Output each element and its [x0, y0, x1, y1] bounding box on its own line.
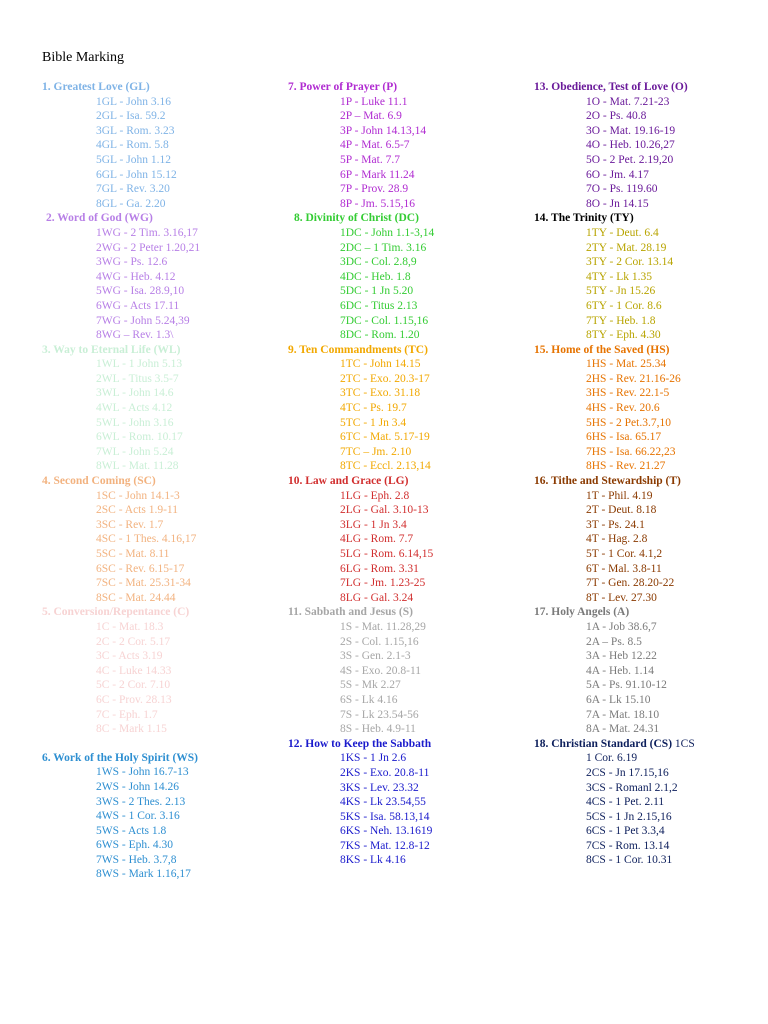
topic-heading-text: 17. Holy Angels (A): [534, 606, 630, 619]
verse-reference: 2HS - Rev. 21.16-26: [586, 372, 681, 385]
verse-reference: 8P - Jm. 5.15,16: [340, 197, 415, 210]
verse-reference: 5TY - Jn 15.26: [586, 285, 656, 298]
verse-reference: 6CS - 1 Pet 3.3,4: [586, 825, 665, 838]
verse-reference: 2TC - Exo. 20.3-17: [340, 372, 430, 385]
verse-reference: 2CS - Jn 17.15,16: [586, 766, 669, 779]
verse-reference: 5C - 2 Cor. 7.10: [96, 679, 171, 692]
verse-reference: 7WS - Heb. 3.7,8: [96, 853, 177, 866]
verse-reference: 7SC - Mat. 25.31-34: [96, 577, 191, 590]
verse-reference: 3LG - 1 Jn 3.4: [340, 518, 407, 531]
topic-heading-text: 3. Way to Eternal Life (WL): [42, 343, 181, 356]
verse-reference: 7S - Lk 23.54-56: [340, 708, 419, 721]
verse-reference: 3WL - John 14.6: [96, 387, 174, 400]
topic-section: [288, 474, 434, 605]
verse-reference: 6P - Mark 11.24: [340, 168, 415, 181]
verse-reference: 7WG - John 5.24,39: [96, 314, 190, 327]
verse-reference: 7T - Gen. 28.20-22: [586, 577, 675, 590]
topic-section: [534, 211, 695, 342]
verse-reference: 2LG - Gal. 3.10-13: [340, 504, 429, 517]
verse-reference: 4TC - Ps. 19.7: [340, 402, 407, 415]
verse-reference: 6S - Lk 4.16: [340, 693, 398, 706]
topic-heading: [42, 211, 200, 226]
verse-reference: 7DC - Col. 1.15,16: [340, 314, 429, 327]
topic-section: [42, 751, 200, 882]
verse-reference: 8O - Jn 14.15: [586, 197, 649, 210]
topic-heading-text: 13. Obedience, Test of Love (O): [534, 81, 688, 93]
verse-reference: 1HS - Mat. 25.34: [586, 358, 667, 371]
verse-reference: 6C - Prov. 28.13: [96, 693, 172, 706]
verse-reference: 3SC - Rev. 1.7: [96, 518, 164, 531]
verse-reference: 8TY - Eph. 4.30: [586, 329, 661, 342]
verse-reference: 4WG - Heb. 4.12: [96, 270, 176, 283]
verse-reference: 3P - John 14.13,14: [340, 124, 427, 137]
verse-reference: 8DC - Rom. 1.20: [340, 329, 420, 342]
verse-reference: 1WG - 2 Tim. 3.16,17: [96, 226, 198, 239]
topic-section: [42, 80, 200, 211]
verse-reference: 1S - Mat. 11.28,29: [340, 620, 426, 633]
verse-reference: 6HS - Isa. 65.17: [586, 431, 662, 444]
verse-reference: 8A - Mat. 24.31: [586, 723, 660, 736]
topic-heading: [42, 605, 200, 620]
verse-reference: 1P - Luke 11.1: [340, 95, 408, 108]
verse-reference: 4C - Luke 14.33: [96, 664, 172, 677]
verse-reference: 1C - Mat. 18.3: [96, 620, 164, 633]
topic-heading-suffix: 1CS: [672, 737, 695, 750]
verse-reference: 6LG - Rom. 3.31: [340, 562, 419, 575]
topic-heading: [42, 474, 200, 489]
topic-section: [42, 605, 200, 736]
topic-heading: [534, 211, 695, 226]
topic-heading-text: 12. How to Keep the Sabbath: [288, 737, 432, 750]
verse-reference: 8WG – Rev. 1.3\: [96, 329, 174, 342]
verse-reference: 8C - Mark 1.15: [96, 723, 167, 736]
verse-reference: 1O - Mat. 7.21-23: [586, 95, 670, 108]
topic-heading-text: 8. Divinity of Christ (DC): [294, 212, 419, 225]
verse-reference: 8S - Heb. 4.9-11: [340, 723, 416, 736]
verse-reference: 4P - Mat. 6.5-7: [340, 139, 410, 152]
verse-reference: 2DC – 1 Tim. 3.16: [340, 241, 427, 254]
verse-reference: 7TC – Jm. 2.10: [340, 445, 412, 458]
verse-reference: 5DC - 1 Jn 5.20: [340, 285, 414, 298]
verse-reference: 6WL - Rom. 10.17: [96, 431, 183, 444]
topic-heading: [42, 343, 200, 358]
verse-reference: 4T - Hag. 2.8: [586, 533, 648, 546]
topic-section: [534, 605, 695, 736]
verse-reference: 2O - Ps. 40.8: [586, 110, 647, 123]
verse-reference: 6KS - Neh. 13.1619: [340, 825, 433, 838]
verse-reference: 7LG - Jm. 1.23-25: [340, 577, 426, 590]
verse-reference: 7GL - Rev. 3.20: [96, 183, 170, 196]
verse-reference: 6GL - John 15.12: [96, 168, 177, 181]
verse-reference: 2S - Col. 1.15,16: [340, 635, 419, 648]
verse-reference: 3GL - Rom. 3.23: [96, 124, 175, 137]
topic-heading: [288, 211, 434, 226]
topic-section: [534, 343, 695, 474]
topic-heading-text: 5. Conversion/Repentance (C): [42, 606, 190, 619]
verse-reference: 8TC - Eccl. 2.13,14: [340, 460, 431, 473]
verse-reference: 3T - Ps. 24.1: [586, 518, 645, 531]
topic-heading: [288, 80, 434, 95]
verse-reference: 3C - Acts 3.19: [96, 650, 163, 663]
verse-reference: 8LG - Gal. 3.24: [340, 591, 414, 604]
verse-reference: 5WG - Isa. 28.9,10: [96, 285, 185, 298]
verse-reference: 1T - Phil. 4.19: [586, 489, 653, 502]
verse-reference: 3S - Gen. 2.1-3: [340, 650, 411, 663]
verse-reference: 5HS - 2 Pet.3.7,10: [586, 416, 671, 429]
verse-reference: 7TY - Heb. 1.8: [586, 314, 656, 327]
verse-reference: 6T - Mal. 3.8-11: [586, 562, 662, 575]
verse-reference: 2P – Mat. 6.9: [340, 110, 402, 123]
verse-reference: 7HS - Isa. 66.22,23: [586, 445, 676, 458]
topic-heading-text: 15. Home of the Saved (HS): [534, 343, 670, 356]
verse-reference: 4DC - Heb. 1.8: [340, 270, 411, 283]
verse-reference: 3WS - 2 Thes. 2.13: [96, 795, 186, 808]
verse-reference: 8CS - 1 Cor. 10.31: [586, 854, 673, 867]
topic-section: [42, 474, 200, 605]
topic-heading-text: 10. Law and Grace (LG): [288, 475, 409, 488]
topic-heading-text: 18. Christian Standard (CS): [534, 737, 673, 750]
verse-reference: 3TY - 2 Cor. 13.14: [586, 256, 674, 269]
verse-reference: 3A - Heb 12.22: [586, 650, 657, 663]
verse-reference: 6A - Lk 15.10: [586, 693, 651, 706]
verse-reference: 6TC - Mat. 5.17-19: [340, 431, 430, 444]
topic-heading: [288, 737, 434, 752]
verse-reference: 3KS - Lev. 23.32: [340, 781, 419, 794]
topic-heading: [534, 737, 695, 752]
topic-heading: [42, 80, 200, 95]
verse-reference: 5P - Mat. 7.7: [340, 153, 400, 166]
verse-reference: 5S - Mk 2.27: [340, 679, 401, 692]
verse-reference: 6O - Jm. 4.17: [586, 168, 649, 181]
verse-reference: 5WL - John 3.16: [96, 416, 174, 429]
verse-reference: 5SC - Mat. 8.11: [96, 548, 170, 560]
topic-heading-text: 16. Tithe and Stewardship (T): [534, 475, 681, 488]
verse-reference: 6WG - Acts 17.11: [96, 299, 180, 312]
verse-reference: 1WL - 1 John 5.13: [96, 358, 183, 371]
verse-reference: 4A - Heb. 1.14: [586, 664, 655, 677]
topic-section: [42, 211, 200, 342]
verse-reference: 3TC - Exo. 31.18: [340, 387, 421, 400]
verse-reference: 4S - Exo. 20.8-11: [340, 664, 422, 677]
topic-section: [534, 474, 695, 605]
verse-reference: 2TY - Mat. 28.19: [586, 241, 667, 254]
topic-heading-text: 7. Power of Prayer (P): [288, 81, 398, 93]
verse-reference: 1TC - John 14.15: [340, 358, 421, 371]
verse-reference: 4WS - 1 Cor. 3.16: [96, 810, 180, 823]
page-title: Bible Marking: [42, 50, 125, 65]
verse-reference: 7WL - John 5.24: [96, 445, 174, 458]
topic-heading: [534, 343, 695, 358]
verse-reference: 1TY - Deut. 6.4: [586, 226, 659, 239]
verse-reference: 1 Cor. 6.19: [586, 752, 638, 765]
verse-reference: 4SC - 1 Thes. 4.16,17: [96, 533, 197, 546]
verse-reference: 1GL - John 3.16: [96, 95, 171, 108]
verse-reference: 2GL - Isa. 59.2: [96, 110, 166, 123]
verse-reference: 4HS - Rev. 20.6: [586, 402, 660, 415]
topic-section: [288, 80, 434, 211]
topic-heading: [534, 474, 695, 489]
verse-reference: 7C - Eph. 1.7: [96, 708, 158, 721]
topic-heading-text: 11. Sabbath and Jesus (S): [288, 606, 413, 619]
verse-reference: 4O - Heb. 10.26,27: [586, 139, 675, 152]
topic-heading-text: 14. The Trinity (TY): [534, 212, 634, 225]
verse-reference: 5LG - Rom. 6.14,15: [340, 548, 434, 560]
verse-reference: 2T - Deut. 8.18: [586, 504, 657, 517]
verse-reference: 5T - 1 Cor. 4.1,2: [586, 548, 663, 560]
verse-reference: 2SC - Acts 1.9-11: [96, 504, 178, 517]
verse-reference: 5CS - 1 Jn 2.15,16: [586, 810, 672, 823]
topic-section: [534, 737, 695, 868]
verse-reference: 1WS - John 16.7-13: [96, 766, 189, 779]
verse-reference: 7O - Ps. 119.60: [586, 183, 658, 196]
topic-section: [288, 605, 434, 736]
verse-reference: 4KS - Lk 23.54,55: [340, 796, 426, 809]
topic-section: [42, 343, 200, 474]
verse-reference: 1LG - Eph. 2.8: [340, 489, 410, 502]
verse-reference: 2KS - Exo. 20.8-11: [340, 766, 430, 779]
topic-heading: [288, 343, 434, 358]
verse-reference: 4WL - Acts 4.12: [96, 402, 173, 415]
topic-heading-text: 9. Ten Commandments (TC): [288, 343, 428, 356]
verse-reference: 5O - 2 Pet. 2.19,20: [586, 153, 674, 166]
verse-reference: 8WS - Mark 1.16,17: [96, 868, 191, 881]
verse-reference: 7KS - Mat. 12.8-12: [340, 839, 430, 852]
verse-reference: 7A - Mat. 18.10: [586, 708, 660, 721]
verse-reference: 8WL - Mat. 11.28: [96, 460, 179, 473]
verse-reference: 3WG - Ps. 12.6: [96, 256, 168, 269]
verse-reference: 1A - Job 38.6,7: [586, 620, 657, 633]
topic-heading: [534, 605, 695, 620]
verse-reference: 4TY - Lk 1.35: [586, 270, 653, 283]
verse-reference: 4CS - 1 Pet. 2.11: [586, 796, 665, 809]
topic-section: [288, 343, 434, 474]
verse-reference: 4LG - Rom. 7.7: [340, 533, 414, 546]
verse-reference: 1SC - John 14.1-3: [96, 489, 180, 502]
topic-heading-text: 2. Word of God (WG): [46, 212, 153, 225]
verse-reference: 2WG - 2 Peter 1.20,21: [96, 241, 201, 254]
verse-reference: 1KS - 1 Jn 2.6: [340, 752, 407, 765]
column-2: [288, 80, 434, 868]
verse-reference: 7P - Prov. 28.9: [340, 183, 409, 196]
column-3: [534, 80, 695, 868]
verse-reference: 4GL - Rom. 5.8: [96, 139, 169, 152]
topic-heading-text: 6. Work of the Holy Spirit (WS): [42, 751, 199, 764]
column-1: [42, 80, 200, 882]
topic-heading: [288, 605, 434, 620]
verse-reference: 3HS - Rev. 22.1-5: [586, 387, 670, 400]
verse-reference: 8KS - Lk 4.16: [340, 854, 406, 867]
verse-reference: 3CS - Romanl 2.1,2: [586, 781, 678, 794]
verse-reference: 5WS - Acts 1.8: [96, 824, 167, 837]
verse-reference: 8GL - Ga. 2.20: [96, 197, 166, 210]
verse-reference: 6WS - Eph. 4.30: [96, 839, 173, 852]
verse-reference: 6SC - Rev. 6.15-17: [96, 562, 185, 575]
verse-reference: 2A – Ps. 8.5: [586, 635, 642, 648]
verse-reference: 3O - Mat. 19.16-19: [586, 124, 676, 137]
topic-heading: [288, 474, 434, 489]
topic-heading: [42, 751, 200, 766]
topic-section: [534, 80, 695, 211]
verse-reference: 5TC - 1 Jn 3.4: [340, 416, 407, 429]
verse-reference: 3DC - Col. 2.8,9: [340, 256, 417, 269]
topic-heading-text: 1. Greatest Love (GL): [42, 81, 150, 93]
verse-reference: 2C - 2 Cor. 5.17: [96, 635, 171, 648]
verse-reference: 5KS - Isa. 58.13,14: [340, 810, 430, 823]
topic-heading-text: 4. Second Coming (SC): [42, 475, 156, 488]
topic-heading: [534, 80, 695, 95]
verse-reference: 5A - Ps. 91.10-12: [586, 679, 667, 692]
verse-reference: 8HS - Rev. 21.27: [586, 460, 666, 473]
topic-section: [288, 737, 434, 868]
verse-reference: 1DC - John 1.1-3,14: [340, 226, 435, 239]
verse-reference: 2WS - John 14.26: [96, 780, 180, 793]
verse-reference: 2WL - Titus 3.5-7: [96, 372, 179, 385]
topic-section: [288, 211, 434, 342]
verse-reference: 6DC - Titus 2.13: [340, 299, 418, 312]
verse-reference: 5GL - John 1.12: [96, 153, 171, 166]
verse-reference: 7CS - Rom. 13.14: [586, 839, 670, 852]
verse-reference: 8SC - Mat. 24.44: [96, 591, 176, 604]
verse-reference: 8T - Lev. 27.30: [586, 591, 657, 604]
verse-reference: 6TY - 1 Cor. 8.6: [586, 299, 662, 312]
